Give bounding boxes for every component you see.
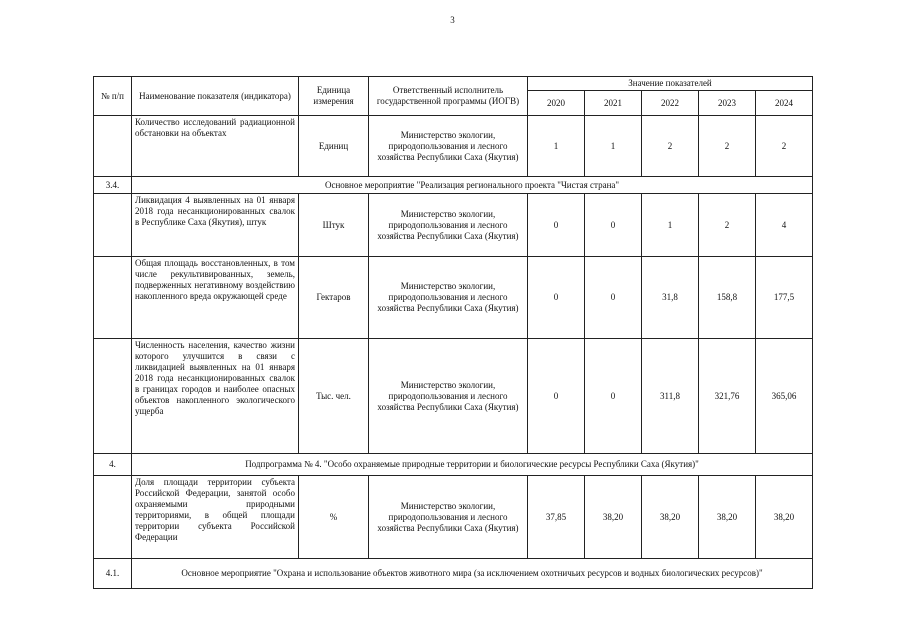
value-cell: 2 xyxy=(699,116,756,177)
value-cell: 1 xyxy=(585,116,642,177)
indicators-table xyxy=(93,76,813,589)
row-num xyxy=(94,476,132,559)
row-num xyxy=(94,116,132,177)
indicator-name: Общая площадь восстановленных, в том числе рекультивированных, земель, подверженных негативному воздействию накопленного вреда окружающей среде xyxy=(132,257,299,339)
header-year: 2020 xyxy=(528,91,585,116)
value-cell: 1 xyxy=(528,116,585,177)
value-cell: 38,20 xyxy=(756,476,813,559)
indicator-unit: % xyxy=(299,476,369,559)
value-cell: 31,8 xyxy=(642,257,699,339)
header-year: 2024 xyxy=(756,91,813,116)
indicator-unit: Гектаров xyxy=(299,257,369,339)
header-unit: Единица измерения xyxy=(299,77,369,116)
indicator-unit: Единиц xyxy=(299,116,369,177)
header-executor: Ответственный исполнитель государственной программы (ИОГВ) xyxy=(369,77,528,116)
value-cell: 0 xyxy=(585,339,642,454)
table-body xyxy=(94,116,813,589)
header-values-group: Значение показателей xyxy=(528,77,813,91)
value-cell: 1 xyxy=(642,194,699,257)
indicator-name: Доля площади территории субъекта Российской Федерации, занятой особо охраняемыми природными территориями, в общей площади территории субъекта Российской Федерации xyxy=(132,476,299,559)
indicator-name: Численность населения, качество жизни которого улучшится в связи с ликвидацией выявленных на 01 января 2018 года несанкционированных свалок в границах городов и наиболее опасных объектов накопленного экологического ущерба xyxy=(132,339,299,454)
table-row xyxy=(94,194,813,257)
value-cell: 37,85 xyxy=(528,476,585,559)
section-row xyxy=(94,559,813,589)
value-cell: 2 xyxy=(642,116,699,177)
header-name: Наименование показателя (индикатора) xyxy=(132,77,299,116)
section-num: 3.4. xyxy=(94,177,132,194)
row-num xyxy=(94,339,132,454)
indicator-executor: Министерство экологии, природопользования и лесного хозяйства Республики Саха (Якутия) xyxy=(369,257,528,339)
header-year: 2023 xyxy=(699,91,756,116)
indicator-name: Ликвидация 4 выявленных на 01 января 2018 года несанкционированных свалок в Республике Саха (Якутия), штук xyxy=(132,194,299,257)
value-cell: 0 xyxy=(528,194,585,257)
section-num: 4. xyxy=(94,454,132,476)
table-row xyxy=(94,476,813,559)
table-row xyxy=(94,116,813,177)
section-title: Подпрограмма № 4. "Особо охраняемые природные территории и биологические ресурсы Республики Саха (Якутия)" xyxy=(132,454,813,476)
value-cell: 0 xyxy=(528,257,585,339)
value-cell: 38,20 xyxy=(699,476,756,559)
section-row xyxy=(94,177,813,194)
indicator-unit: Штук xyxy=(299,194,369,257)
table-row xyxy=(94,339,813,454)
value-cell: 0 xyxy=(528,339,585,454)
section-row xyxy=(94,454,813,476)
indicator-executor: Министерство экологии, природопользования и лесного хозяйства Республики Саха (Якутия) xyxy=(369,476,528,559)
table-header xyxy=(94,77,813,116)
header-year: 2021 xyxy=(585,91,642,116)
section-num: 4.1. xyxy=(94,559,132,589)
value-cell: 2 xyxy=(699,194,756,257)
value-cell: 0 xyxy=(585,257,642,339)
row-num xyxy=(94,194,132,257)
indicator-executor: Министерство экологии, природопользования и лесного хозяйства Республики Саха (Якутия) xyxy=(369,339,528,454)
value-cell: 311,8 xyxy=(642,339,699,454)
value-cell: 38,20 xyxy=(585,476,642,559)
value-cell: 4 xyxy=(756,194,813,257)
indicator-executor: Министерство экологии, природопользования и лесного хозяйства Республики Саха (Якутия) xyxy=(369,194,528,257)
section-title: Основное мероприятие "Охрана и использование объектов животного мира (за исключением охотничьих ресурсов и водных биологических ресурсов)" xyxy=(132,559,813,589)
header-num: № п/п xyxy=(94,77,132,116)
value-cell: 0 xyxy=(585,194,642,257)
table-row xyxy=(94,257,813,339)
page-number: 3 xyxy=(450,15,455,25)
value-cell: 321,76 xyxy=(699,339,756,454)
value-cell: 38,20 xyxy=(642,476,699,559)
header-year: 2022 xyxy=(642,91,699,116)
indicator-name: Количество исследований радиационной обстановки на объектах xyxy=(132,116,299,177)
row-num xyxy=(94,257,132,339)
indicator-unit: Тыс. чел. xyxy=(299,339,369,454)
value-cell: 365,06 xyxy=(756,339,813,454)
value-cell: 2 xyxy=(756,116,813,177)
indicator-executor: Министерство экологии, природопользования и лесного хозяйства Республики Саха (Якутия) xyxy=(369,116,528,177)
section-title: Основное мероприятие "Реализация регионального проекта "Чистая страна" xyxy=(132,177,813,194)
value-cell: 177,5 xyxy=(756,257,813,339)
value-cell: 158,8 xyxy=(699,257,756,339)
